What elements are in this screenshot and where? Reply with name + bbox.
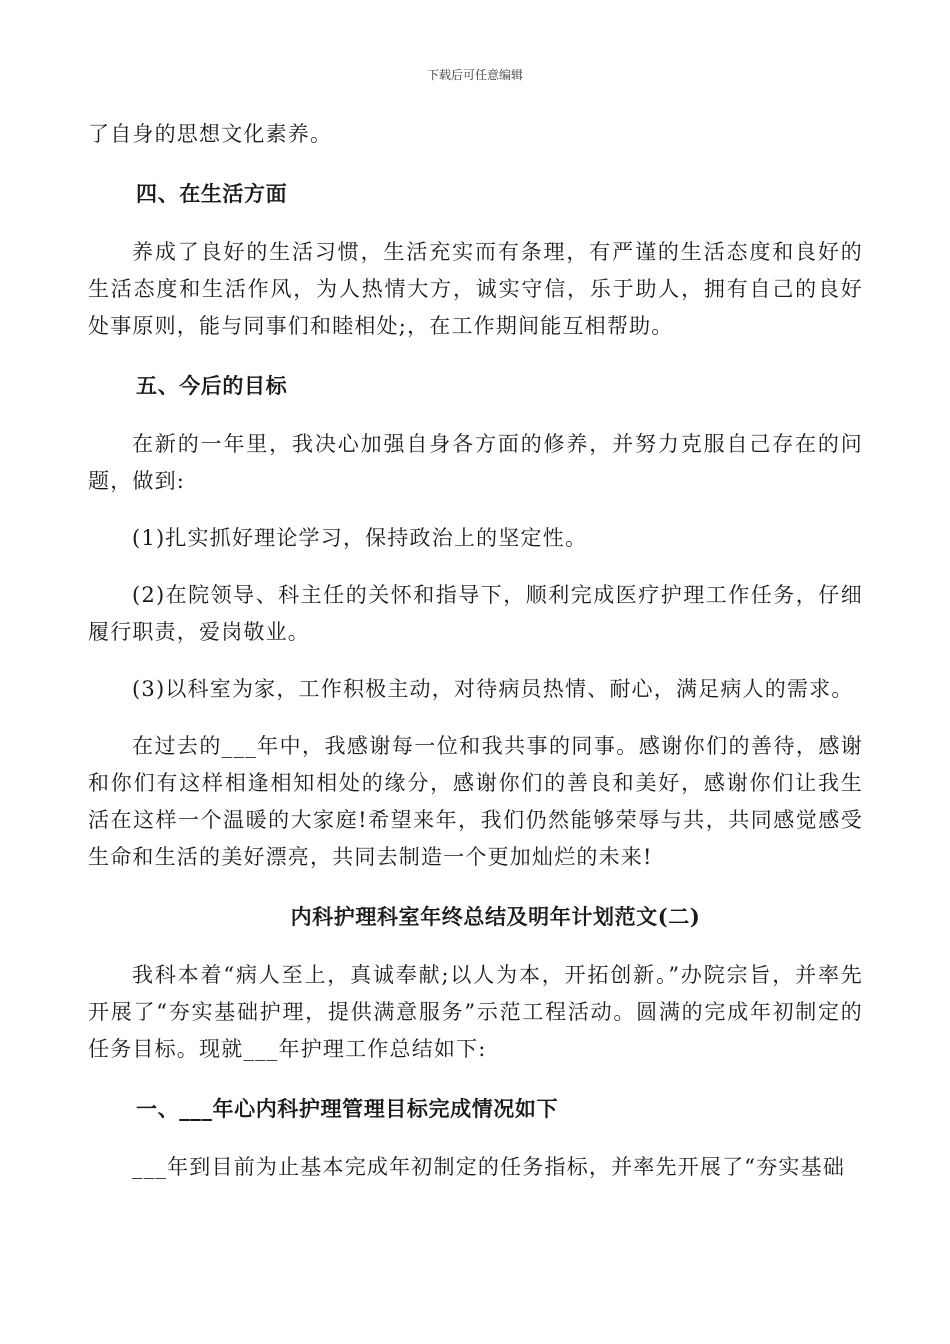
section-heading-4: 四、在生活方面 <box>136 181 288 206</box>
section-heading-5: 五、今后的目标 <box>136 373 288 398</box>
paragraph: 了自身的思想文化素养。 <box>88 122 333 146</box>
list-item: (3)以科室为家，工作积极主动，对待病员热情、耐心，满足病人的需求。 <box>132 677 854 701</box>
paragraph: 在新的一年里，我决心加强自身各方面的修养，并努力克服自己存在的问题，做到: <box>88 432 863 493</box>
paragraph: 在过去的___年中，我感谢每一位和我共事的同事。感谢你们的善待，感谢和你们有这样相逢相知相处的缘分，感谢你们的善良和美好，感谢你们让我生活在这样一个温暖的大家庭!希望来年，我们仍然能够荣辱与共，共同感觉感受生命和生活的美好漂亮，共同去制造一个更加灿烂的未来! <box>88 734 863 869</box>
list-item: (1)扎实抓好理论学习，保持政治上的坚定性。 <box>132 526 588 550</box>
header-note: 下载后可任意编辑 <box>426 68 523 82</box>
section-heading-1: 一、___年心内科护理管理目标完成情况如下 <box>136 1096 559 1121</box>
paragraph: ___年到目前为止基本完成年初制定的任务指标，并率先开展了“夯实基础 <box>132 1155 846 1179</box>
document-title: 内科护理科室年终总结及明年计划范文(二) <box>290 904 701 929</box>
document-body <box>88 116 863 1186</box>
paragraph: 养成了良好的生活习惯，生活充实而有条理，有严谨的生活态度和良好的生活态度和生活作风，为人热情大方，诚实守信，乐于助人，拥有自己的良好处事原则，能与同事们和睦相处;，在工作期间能互相帮助。 <box>88 240 863 338</box>
list-item: (2)在院领导、科主任的关怀和指导下，顺利完成医疗护理工作任务，仔细履行职责，爱岗敬业。 <box>88 583 863 644</box>
paragraph: 我科本着“病人至上，真诚奉献;以人为本，开拓创新。”办院宗旨，并率先开展了“夯实基础护理，提供满意服务”示范工程活动。圆满的完成年初制定的任务目标。现就___年护理工作总结如下: <box>88 963 863 1061</box>
